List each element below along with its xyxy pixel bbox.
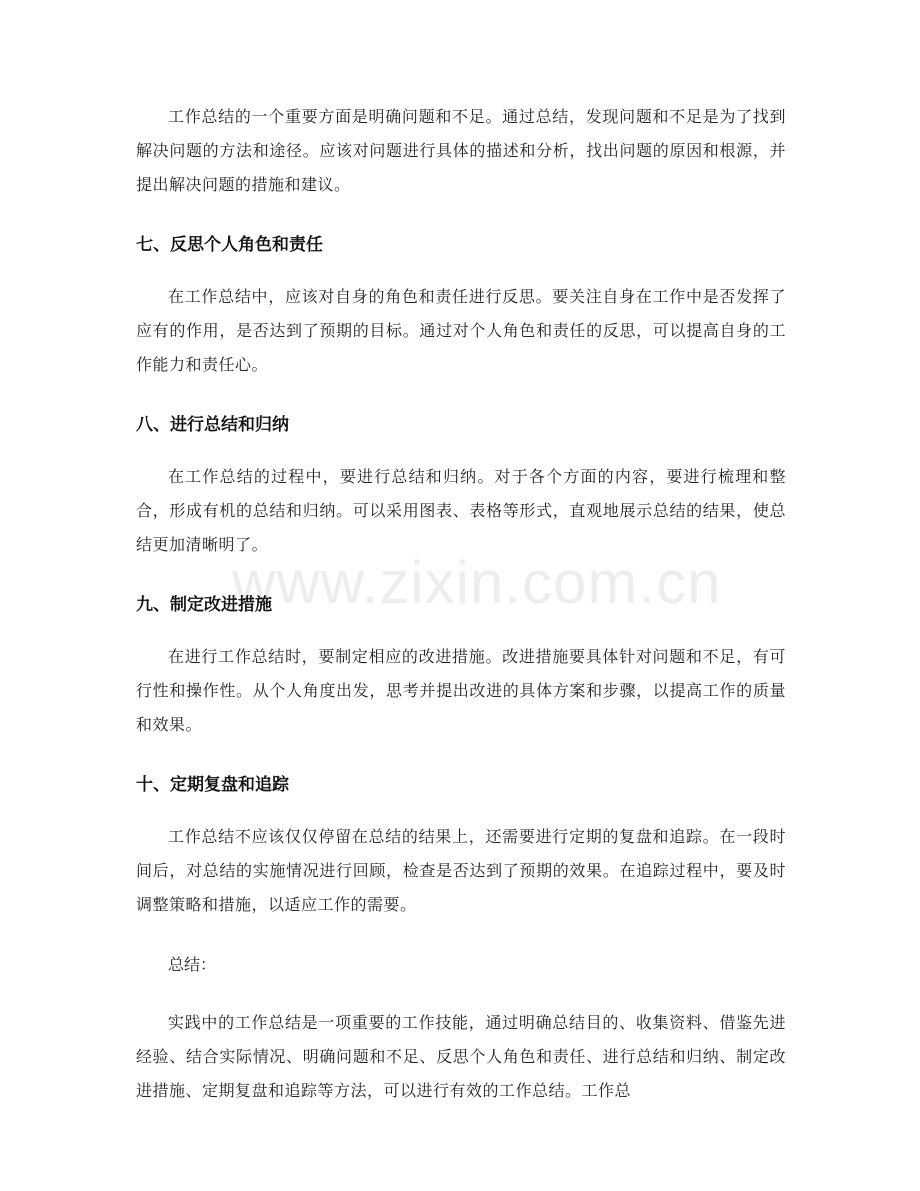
summary-label: 总结： [168,955,217,974]
section-heading-9: 九、制定改进措施 [136,595,272,615]
paragraph-review: 工作总结不应该仅仅停留在总结的结果上，还需要进行定期的复盘和追踪。在一段时间后，对总结的实施情况进行回顾，检查是否达到了预期的效果。在追踪过程中，要及时调整策略和措施，以适应工作的需要。 [136,827,786,914]
section-heading-8: 八、进行总结和归纳 [136,415,289,435]
paragraph-conclusion: 实践中的工作总结是一项重要的工作技能，通过明确总结目的、收集资料、借鉴先进经验、结合实际情况、明确问题和不足、反思个人角色和责任、进行总结和归纳、制定改进措施、定期复盘和追踪等方法，可以进行有效的工作总结。工作总 [136,1013,786,1100]
paragraph-problems: 工作总结的一个重要方面是明确问题和不足。通过总结，发现问题和不足是为了找到解决问题的方法和途径。应该对问题进行具体的描述和分析，找出问题的原因和根源，并提出解决问题的措施和建议。 [136,107,786,194]
section-heading-10: 十、定期复盘和追踪 [136,775,289,795]
paragraph-reflection: 在工作总结中，应该对自身的角色和责任进行反思。要关注自身在工作中是否发挥了应有的作用，是否达到了预期的目标。通过对个人角色和责任的反思，可以提高自身的工作能力和责任心。 [136,287,786,374]
paragraph-summarize: 在工作总结的过程中，要进行总结和归纳。对于各个方面的内容，要进行梳理和整合，形成有机的总结和归纳。可以采用图表、表格等形式，直观地展示总结的结果，使总结更加清晰明了。 [136,467,786,554]
document-body [136,100,786,1136]
paragraph-improvement: 在进行工作总结时，要制定相应的改进措施。改进措施要具体针对问题和不足，有可行性和操作性。从个人角度出发，思考并提出改进的具体方案和步骤，以提高工作的质量和效果。 [136,647,786,734]
watermark-text: www.zixin.com.cn [232,549,722,616]
section-heading-7: 七、反思个人角色和责任 [136,235,323,255]
